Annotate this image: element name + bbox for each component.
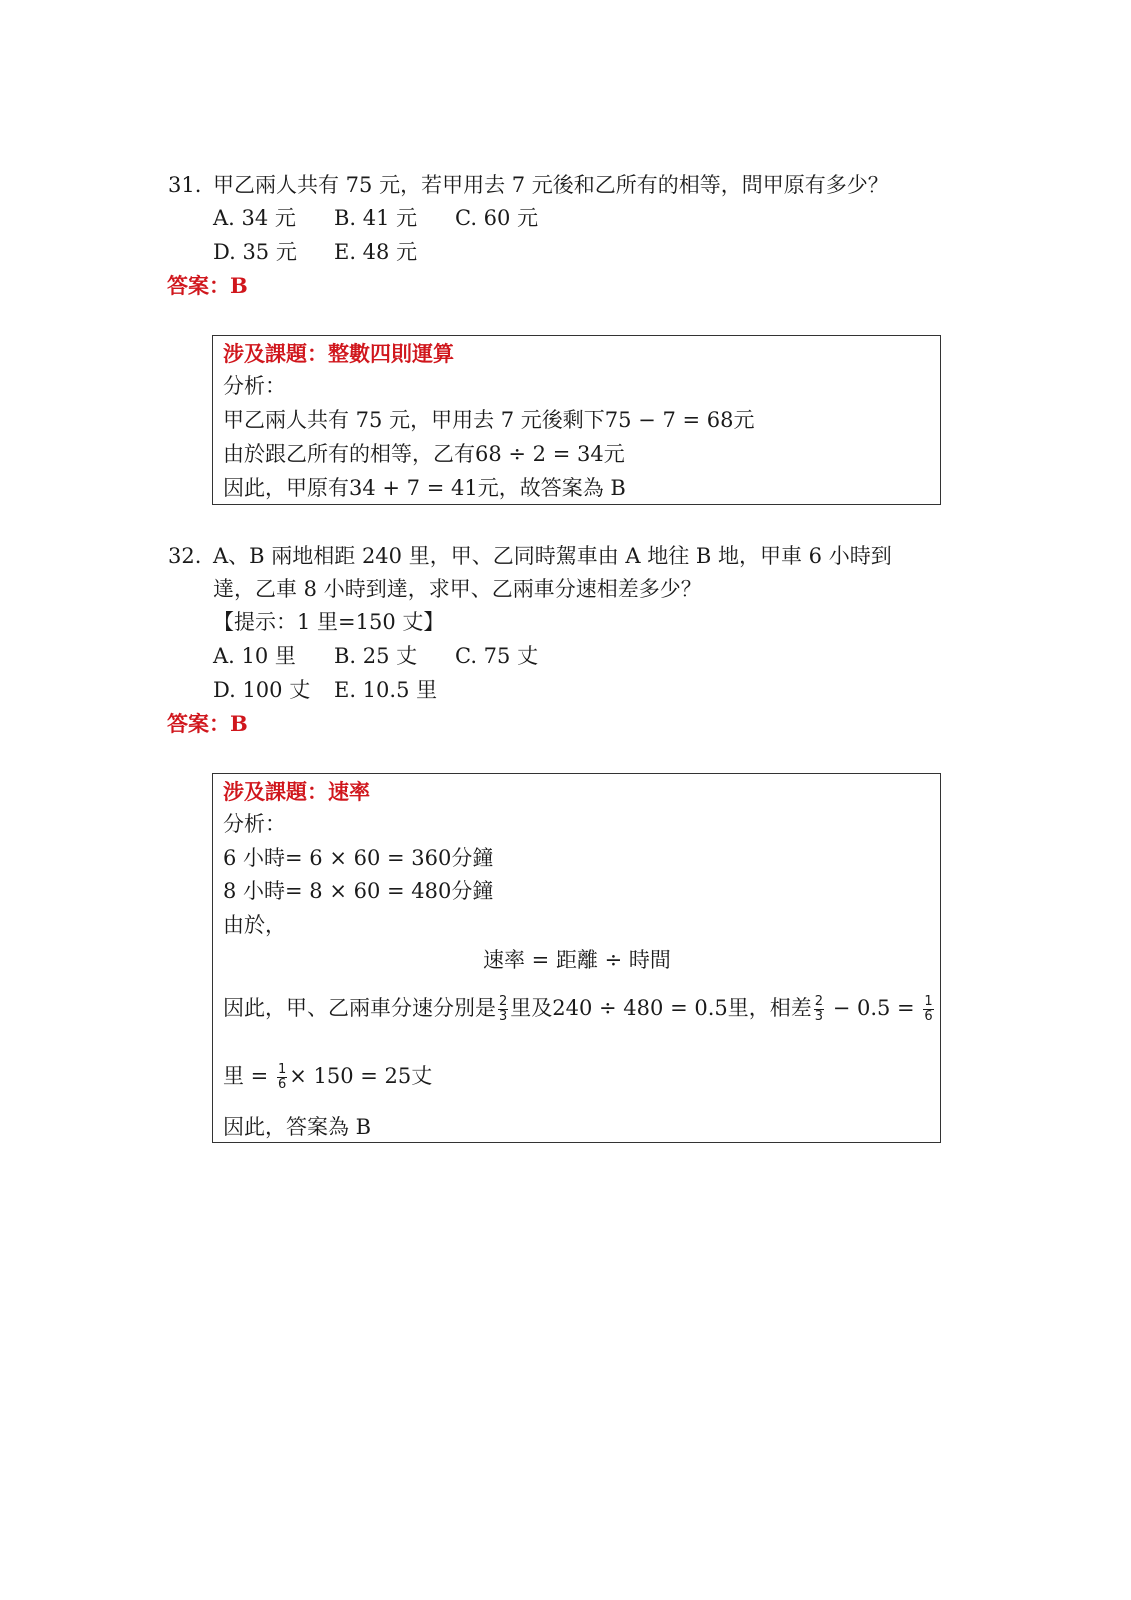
q32-speed-text-b: 里及240 ÷ 480 = 0.5里，相差 — [510, 996, 812, 1020]
fraction-two-thirds — [814, 995, 824, 1025]
fraction-one-sixth — [277, 1063, 287, 1093]
fraction-two-thirds — [498, 995, 508, 1025]
fraction-numerator: 1 — [277, 1061, 287, 1077]
q32-conversion-text-b: × 150 = 25丈 — [289, 1064, 433, 1088]
q32-option-d: D. 100 丈 — [213, 678, 311, 702]
fraction-denominator: 6 — [277, 1077, 287, 1092]
q32-conversion-text-a: 里 = — [223, 1064, 269, 1088]
fraction-denominator: 3 — [499, 1009, 508, 1024]
q31-topic: 涉及課題：整數四則運算 — [223, 341, 454, 366]
q31-option-b: B. 41 元 — [334, 206, 418, 230]
q32-formula: 速率 = 距離 ÷ 時間 — [483, 948, 671, 972]
q31-question: 甲乙兩人共有 75 元，若甲用去 7 元後和乙所有的相等，問甲原有多少？ — [213, 173, 889, 197]
q31-analysis-line: 由於跟乙所有的相等，乙有68 ÷ 2 = 34元 — [223, 442, 625, 466]
fraction-numerator: 2 — [814, 993, 824, 1009]
q32-analysis-line: 6 小時= 6 × 60 = 360分鐘 — [223, 846, 494, 870]
q32-speed-text-a: 因此，甲、乙兩車分速分別是 — [223, 996, 496, 1020]
q31-option-a: A. 34 元 — [213, 206, 296, 230]
q32-option-e: E. 10.5 里 — [334, 678, 438, 702]
fraction-denominator: 6 — [924, 1009, 933, 1024]
q32-option-a: A. 10 里 — [213, 644, 296, 668]
q32-question-line1: A、B 兩地相距 240 里，甲、乙同時駕車由 A 地往 B 地，甲車 6 小時到 — [213, 544, 892, 568]
q32-analysis-heading: 分析： — [223, 812, 286, 836]
q32-number: 32. — [168, 544, 202, 568]
q32-speed-line — [223, 994, 936, 1024]
q32-question-line2: 達，乙車 8 小時到達，求甲、乙兩車分速相差多少？ — [213, 577, 702, 601]
q31-answer: 答案：B — [167, 273, 248, 298]
q32-conversion-line — [223, 1062, 432, 1092]
q32-hint: 【提示：1 里=150 丈】 — [213, 610, 445, 634]
fraction-one-sixth — [923, 995, 933, 1025]
q31-analysis-line: 因此，甲原有34 + 7 = 41元，故答案為 B — [223, 476, 626, 500]
fraction-denominator: 3 — [814, 1009, 824, 1024]
q31-analysis-heading: 分析： — [223, 374, 286, 398]
q32-option-c: C. 75 丈 — [455, 644, 539, 668]
q32-topic: 涉及課題：速率 — [223, 779, 370, 804]
q32-analysis-line: 8 小時= 8 × 60 = 480分鐘 — [223, 879, 494, 903]
q32-analysis-line: 因此，答案為 B — [223, 1115, 372, 1139]
q31-option-d: D. 35 元 — [213, 240, 297, 264]
q31-option-c: C. 60 元 — [455, 206, 539, 230]
q32-analysis-line: 由於， — [223, 913, 286, 937]
q32-answer: 答案：B — [167, 711, 248, 736]
fraction-numerator: 1 — [924, 993, 933, 1009]
q32-speed-text-c: − 0.5 = — [832, 996, 915, 1020]
q31-number: 31. — [168, 173, 202, 197]
fraction-numerator: 2 — [499, 993, 508, 1009]
q31-analysis-line: 甲乙兩人共有 75 元，甲用去 7 元後剩下75 − 7 = 68元 — [223, 408, 755, 432]
q31-option-e: E. 48 元 — [334, 240, 418, 264]
q32-option-b: B. 25 丈 — [334, 644, 418, 668]
